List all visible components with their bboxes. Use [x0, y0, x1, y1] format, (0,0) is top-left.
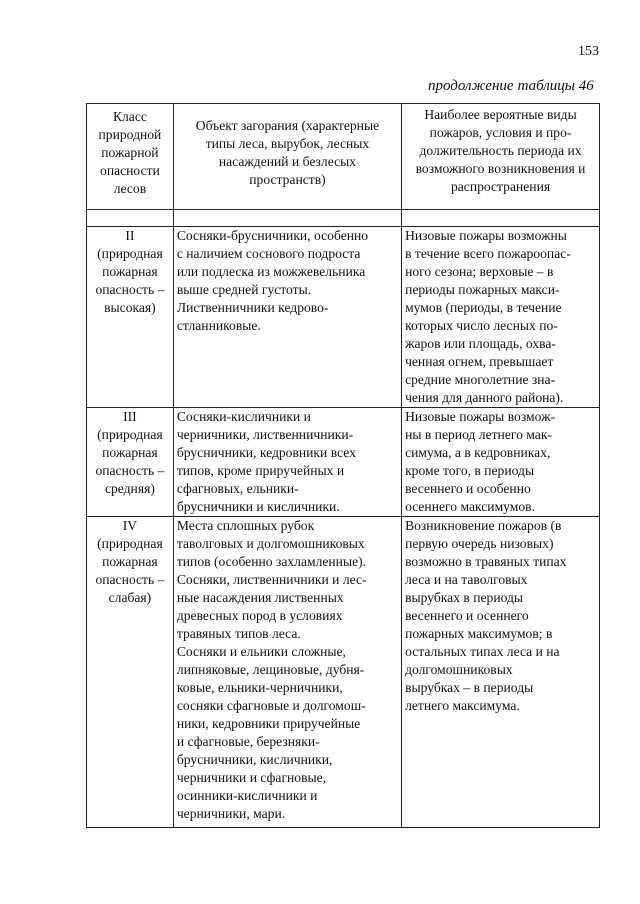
text-line: брусничники, кедровники всех — [176, 445, 356, 460]
text-line: II — [125, 228, 135, 243]
text-line: (природная — [97, 427, 163, 442]
spacer-cell — [402, 210, 600, 227]
header-fire-types — [402, 104, 600, 210]
text-line: и сфагновые, березняки- — [176, 734, 320, 749]
text-line: насаждений и безлесых — [218, 154, 357, 169]
text-line: должительность периода их — [419, 143, 582, 158]
text-line: леса и на таволговых — [405, 572, 528, 587]
text-line: вырубках – в периоды — [405, 680, 534, 695]
fire-danger-table — [86, 103, 600, 828]
text-line: летнего максимума. — [405, 698, 520, 713]
text-line: Места сплошных рубок — [176, 518, 315, 533]
text-line: Лиственничники кедрово- — [176, 300, 329, 315]
text-line: таволговых и долгомошниковых — [176, 536, 365, 551]
text-line: средняя) — [104, 481, 155, 496]
page-number: 153 — [578, 44, 599, 59]
text-line: Наиболее вероятные виды — [424, 107, 577, 122]
text-line: ченная огнем, превышает — [405, 354, 554, 369]
text-line: первую очередь низовых) — [405, 536, 554, 551]
text-line: брусничники и кисличники. — [176, 499, 340, 514]
text-line: черничники, мари. — [176, 806, 286, 821]
text-line: вырубках в периоды — [405, 590, 524, 605]
text-line: опасность – — [95, 463, 165, 478]
text-line: Возникновение пожаров (в — [405, 518, 562, 533]
text-line: весеннего и особенно — [405, 481, 531, 496]
text-line: травяных типов леса. — [176, 626, 301, 641]
text-line: в течение всего пожароопас- — [405, 246, 571, 261]
text-line: стланниковые. — [176, 318, 261, 333]
text-line: слабая) — [108, 590, 152, 605]
header-ignition-object — [173, 104, 401, 210]
text-line: Сосняки-брусничники, особенно — [176, 228, 369, 243]
fire-types-cell — [402, 517, 600, 828]
text-line: кроме того, в периоды — [405, 463, 535, 478]
continuation-word: продолжение — [428, 78, 514, 94]
text-line: пожарная — [102, 445, 158, 460]
class-cell — [87, 517, 174, 828]
text-line: природной — [98, 127, 162, 142]
text-line: древесных пород в условиях — [176, 608, 343, 623]
fire-types-cell — [402, 227, 600, 408]
text-line: средние многолетние зна- — [405, 372, 556, 387]
text-line: весеннего и осеннего — [405, 608, 529, 623]
ignition-object-cell — [173, 408, 401, 517]
text-line: Низовые пожары возможны — [405, 228, 567, 243]
text-line: пожарных максимумов; в — [405, 626, 553, 641]
text-line: опасность – — [95, 282, 165, 297]
text-line: IV — [122, 518, 138, 533]
table-header-row — [87, 104, 600, 210]
class-cell — [87, 408, 174, 517]
spacer-cell — [87, 210, 174, 227]
text-line: распространения — [450, 179, 551, 194]
table-spacer-row — [87, 210, 600, 227]
text-line: чения для данного района). — [405, 390, 564, 405]
text-line: опасность – — [95, 572, 165, 587]
text-line: остальных типах леса и на — [405, 644, 560, 659]
text-line: ного сезона; верховые – в — [405, 264, 554, 279]
text-line: пожаров, условия и про- — [429, 125, 572, 140]
text-line: черничники, лиственничники- — [176, 427, 354, 442]
text-line: (природная — [97, 536, 163, 551]
text-line: пожарная — [102, 264, 158, 279]
text-line: мумов (периоды, в течение — [405, 300, 562, 315]
text-line: Сосняки, лиственничники и лес- — [176, 572, 367, 587]
text-line: (природная — [97, 246, 163, 261]
text-line: Класс — [112, 109, 147, 124]
text-line: ники, кедровники приручейные — [176, 716, 361, 731]
text-line: высокая) — [104, 300, 156, 315]
text-line: с наличием соснового подроста — [176, 246, 361, 261]
header-class — [87, 104, 174, 210]
text-line: осинники-кисличники и — [176, 788, 318, 803]
text-line: брусничники, кисличники, — [176, 752, 333, 767]
text-line: типы леса, вырубок, лесных — [205, 136, 370, 151]
text-line: или подлеска из можжевельника — [176, 264, 366, 279]
ignition-object-cell — [173, 227, 401, 408]
text-line: симума, а в кедровниках, — [405, 445, 551, 460]
text-line: Объект загорания (характерные — [195, 118, 380, 133]
fire-types-cell — [402, 408, 600, 517]
text-line: долгомошниковых — [405, 662, 513, 677]
text-line: ны в период летнего мак- — [405, 427, 552, 442]
text-line: лесов — [113, 181, 147, 196]
text-line: типов, кроме приручейных и — [176, 463, 345, 478]
text-line: сфагновых, ельники- — [176, 481, 299, 496]
text-line: периоды пожарных макси- — [405, 282, 560, 297]
text-line: осеннего максимумов. — [405, 499, 535, 514]
table-row — [87, 517, 600, 828]
text-line: черничники и сфагновые, — [176, 770, 327, 785]
text-line: опасности — [100, 163, 160, 178]
spacer-cell — [173, 210, 401, 227]
text-line: липняковые, лещиновые, дубня- — [176, 662, 365, 677]
text-line: пожарная — [102, 554, 158, 569]
text-line: Сосняки-кисличники и — [176, 409, 311, 424]
table-continuation-caption — [428, 78, 594, 95]
text-line: сосняки сфагновые и долгомош- — [176, 698, 366, 713]
text-line: пожарной — [101, 145, 159, 160]
text-line: Сосняки и ельники сложные, — [176, 644, 346, 659]
text-line: пространств) — [249, 172, 326, 187]
text-line: возможно в травяных типах — [405, 554, 567, 569]
text-line: жаров или площадь, охва- — [405, 336, 556, 351]
text-line: типов (особенно захламленные). — [176, 554, 367, 569]
text-line: которых число лесных по- — [405, 318, 558, 333]
continuation-table-ref: таблицы 46 — [517, 78, 594, 94]
ignition-object-cell — [173, 517, 401, 828]
text-line: ные насаждения лиственных — [176, 590, 344, 605]
text-line: ковые, ельники-черничники, — [176, 680, 343, 695]
class-cell — [87, 227, 174, 408]
text-line: выше средней густоты. — [176, 282, 312, 297]
table-row — [87, 227, 600, 408]
text-line: III — [123, 409, 137, 424]
text-line: возможного возникновения и — [415, 161, 586, 176]
table-row — [87, 408, 600, 517]
text-line: Низовые пожары возмож- — [405, 409, 555, 424]
